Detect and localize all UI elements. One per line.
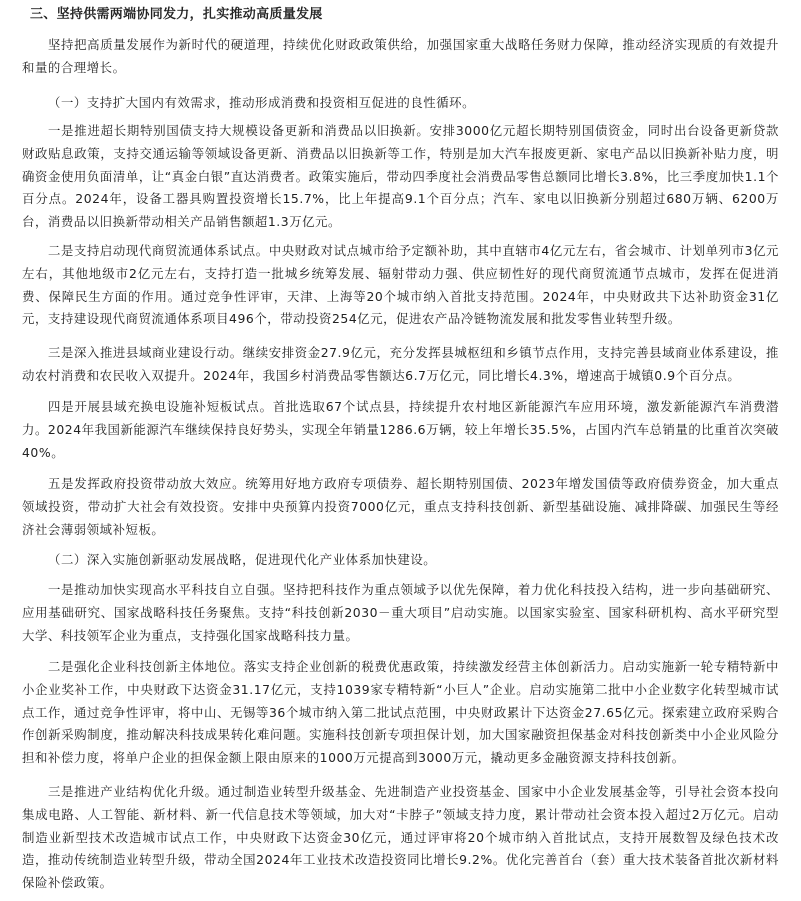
intro-paragraph: 坚持把高质量发展作为新时代的硬道理，持续优化财政政策供给，加强国家重大战略任务财力保障，推动经济实现质的有效提升和量的合理增长。	[22, 37, 779, 75]
paragraph-tech-self-reliance: 一是推动加快实现高水平科技自立自强。坚持把科技作为重点领域予以优先保障，着力优化科技投入结构，进一步向基础研究、应用基础研究、国家战略科技任务聚焦。支持“科技创新2030－重大项目”启动实施。以国家实验室、国家科研机构、高水平研究型大学、科技领军企业为重点，支持强化国家战略科技力量。	[22, 582, 779, 643]
paragraph-government-investment: 五是发挥政府投资带动放大效应。统筹用好地方政府专项债券、超长期特别国债、2023年增发国债等政府债券资金，加大重点领域投资，带动扩大社会有效投资。安排中央预算内投资7000亿元，重点支持科技创新、新型基础设施、减排降碳、加强民生等经济社会薄弱领域补短板。	[22, 476, 779, 537]
subsection-heading-1: （一）支持扩大国内有效需求，推动形成消费和投资相互促进的良性循环。	[48, 95, 476, 110]
subsection-heading-2: （二）深入实施创新驱动发展战略，促进现代化产业体系加快建设。	[48, 552, 437, 567]
paragraph-enterprise-innovation: 二是强化企业科技创新主体地位。落实支持企业创新的税费优惠政策，持续激发经营主体创新活力。启动实施新一轮专精特新中小企业奖补工作，中央财政下达资金31.17亿元，支持1039家专精特新“小巨人”企业。启动实施第二批中小企业数字化转型城市试点工作，通过竞争性评审，将中山、无锡等36个城市纳入第二批试点范围，中央财政累计下达资金27.65亿元。探索建立政府采购合作创新采购制度，推动解决科技成果转化难问题。实施科技创新专项担保计划，加大国家融资担保基金对科技创新类中小企业风险分担和补偿力度，将单户企业的担保金额上限由原来的1000万元提高到3000万元，撬动更多金融资源支持科技创新。	[22, 659, 779, 766]
paragraph-industrial-upgrade: 三是推进产业结构优化升级。通过制造业转型升级基金、先进制造产业投资基金、国家中小企业发展基金等，引导社会资本投向集成电路、人工智能、新材料、新一代信息技术等领域，加大对“卡脖子”领域支持力度，累计带动社会资本投入超过2万亿元。启动制造业新型技术改造城市试点工作，中央财政下达资金30亿元，通过评审将20个城市纳入首批试点，支持开展数智及绿色技术改造，推动传统制造业转型升级，带动全国2024年工业技术改造投资同比增长9.2%。优化完善首台（套）重大技术装备首批次新材料保险补偿政策。	[22, 784, 779, 891]
paragraph-equipment-renewal: 一是推进超长期特别国债支持大规模设备更新和消费品以旧换新。安排3000亿元超长期特别国债资金，同时出台设备更新贷款财政贴息政策，支持交通运输等领域设备更新、消费品以旧换新等工作，特别是加大汽车报废更新、家电产品以旧换新补贴力度，明确资金使用负面清单，让“真金白银”直达消费者。政策实施后，带动四季度社会消费品零售总额同比增长3.8%，比三季度加快1.1个百分点。2024年，设备工器具购置投资增长15.7%，比上年提高9.1个百分点；汽车、家电以旧换新分别超过680万辆、6200万台，消费品以旧换新带动相关产品销售额超1.3万亿元。	[22, 123, 779, 230]
section-heading: 三、坚持供需两端协同发力，扎实推动高质量发展	[30, 7, 323, 22]
paragraph-commerce-circulation: 二是支持启动现代商贸流通体系试点。中央财政对试点城市给予定额补助，其中直辖市4亿元左右，省会城市、计划单列市3亿元左右，其他地级市2亿元左右，支持打造一批城乡统筹发展、辐射带动力强、供应韧性好的现代商贸流通节点城市，发挥在促进消费、保障民生方面的作用。通过竞争性评审，天津、上海等20个城市纳入首批支持范围。2024年，中央财政共下达补助资金31亿元，支持建设现代商贸流通体系项目496个，带动投资254亿元，促进农产品冷链物流发展和批发零售业转型升级。	[22, 243, 779, 327]
paragraph-county-commerce: 三是深入推进县域商业建设行动。继续安排资金27.9亿元，充分发挥县城枢纽和乡镇节点作用，支持完善县域商业体系建设，推动农村消费和农民收入双提升。2024年，我国乡村消费品零售额达6.7万亿元，同比增长4.3%，增速高于城镇0.9个百分点。	[22, 345, 779, 383]
paragraph-charging-facilities: 四是开展县域充换电设施补短板试点。首批选取67个试点县，持续提升农村地区新能源汽车应用环境，激发新能源汽车消费潜力。2024年我国新能源汽车继续保持良好势头，实现全年销量1286.6万辆，较上年增长35.5%，占国内汽车总销量的比重首次突破40%。	[22, 399, 779, 460]
